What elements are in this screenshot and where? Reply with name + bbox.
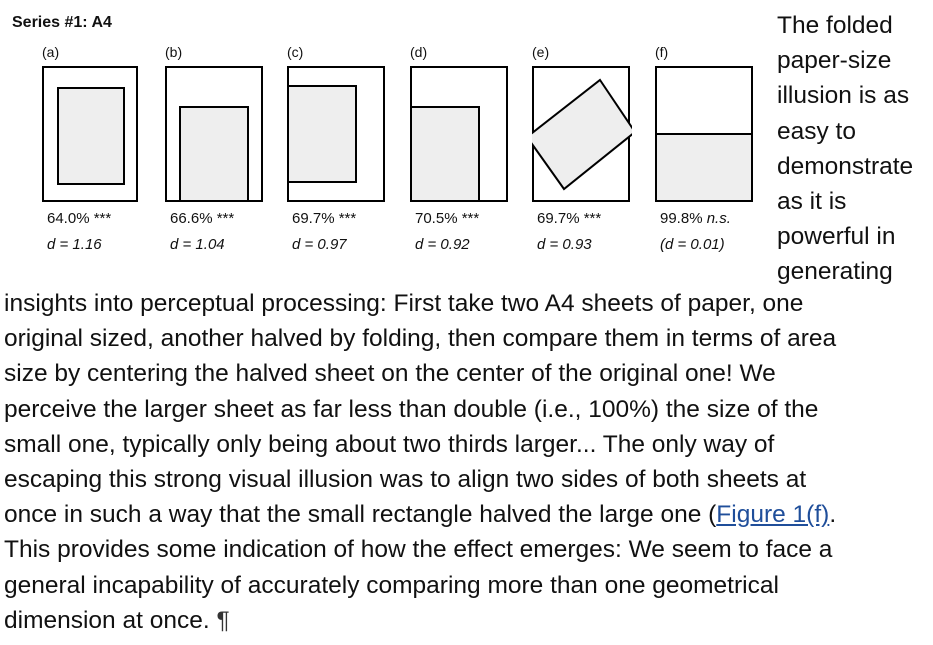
text-line: easy to xyxy=(777,117,856,145)
text-line: illusion is as xyxy=(777,82,910,110)
figure-panel-f xyxy=(655,44,765,259)
panel-c-diagram xyxy=(287,66,387,206)
small-sheet xyxy=(180,107,248,201)
figure-panel-b xyxy=(165,44,275,259)
panel-label: (a) xyxy=(42,44,60,60)
panel-stat-effect: d = 0.97 xyxy=(292,236,347,253)
text-line: This provides some indication of how the effect emerges: We seem to face a xyxy=(4,536,833,564)
panel-a-diagram xyxy=(42,66,142,206)
panel-stat-effect: d = 0.93 xyxy=(537,236,592,253)
panel-label: (b) xyxy=(165,44,183,60)
panel-label: (e) xyxy=(532,44,550,60)
small-sheet xyxy=(58,88,124,184)
panel-stat-effect: d = 1.04 xyxy=(170,236,225,253)
figure-reference-link[interactable]: Figure 1(f) xyxy=(716,501,830,529)
figure-panel-a xyxy=(42,44,152,259)
text-line: escaping this strong visual illusion was to align two sides of both sheets at xyxy=(4,466,807,494)
text-line: insights into perceptual processing: First take two A4 sheets of paper, one xyxy=(4,290,804,317)
text-line: general incapability of accurately comparing more than one geometrical xyxy=(4,571,779,599)
panel-label: (c) xyxy=(287,44,304,60)
text-line: once in such a way that the small rectangle halved the large one (Figure 1(f). xyxy=(4,501,837,529)
pilcrow-mark: ¶ xyxy=(216,606,230,634)
figure-panel-c xyxy=(287,44,397,259)
text-line: size by centering the halved sheet on the center of the original one! We xyxy=(4,360,776,388)
panel-label: (f) xyxy=(655,44,669,60)
panel-b-diagram xyxy=(165,66,265,206)
text-line: dimension at once. ¶ xyxy=(4,606,230,634)
panel-stat-percent: 64.0% *** xyxy=(47,210,112,227)
small-sheet xyxy=(288,86,356,182)
panel-stat-percent: 69.7% *** xyxy=(537,210,602,227)
figure-panel-e xyxy=(532,44,642,259)
text-line: as it is xyxy=(777,188,847,216)
panel-stat-effect: (d = 0.01) xyxy=(660,236,725,253)
text-line: demonstrate xyxy=(777,152,914,180)
series-title: Series #1: A4 xyxy=(12,14,112,31)
text-line: small one, typically only being about two thirds larger... The only way of xyxy=(4,430,775,458)
panel-stat-effect: d = 1.16 xyxy=(47,236,102,253)
panel-f-diagram xyxy=(655,66,755,206)
figure-panel-d xyxy=(410,44,520,259)
body-paragraph xyxy=(4,286,933,638)
panel-stat-percent: 70.5% *** xyxy=(415,210,480,227)
text-line: perceive the larger sheet as far less than double (i.e., 100%) the size of the xyxy=(4,395,819,423)
side-paragraph xyxy=(777,8,933,290)
small-sheet xyxy=(656,134,752,201)
panel-label: (d) xyxy=(410,44,428,60)
panel-e-diagram xyxy=(532,66,632,206)
text-line: generating xyxy=(777,258,893,286)
text-line: powerful in xyxy=(777,223,896,251)
panel-d-diagram xyxy=(410,66,510,206)
small-sheet xyxy=(411,107,479,201)
panel-stat-effect: d = 0.92 xyxy=(415,236,470,253)
text-line: paper-size xyxy=(777,47,892,75)
panel-stat-percent: 69.7% *** xyxy=(292,210,357,227)
text-line: The folded xyxy=(777,12,893,39)
panel-stat-percent: 99.8% n.s. xyxy=(660,210,731,227)
text-line: original sized, another halved by folding, then compare them in terms of area xyxy=(4,325,837,353)
panel-stat-percent: 66.6% *** xyxy=(170,210,235,227)
